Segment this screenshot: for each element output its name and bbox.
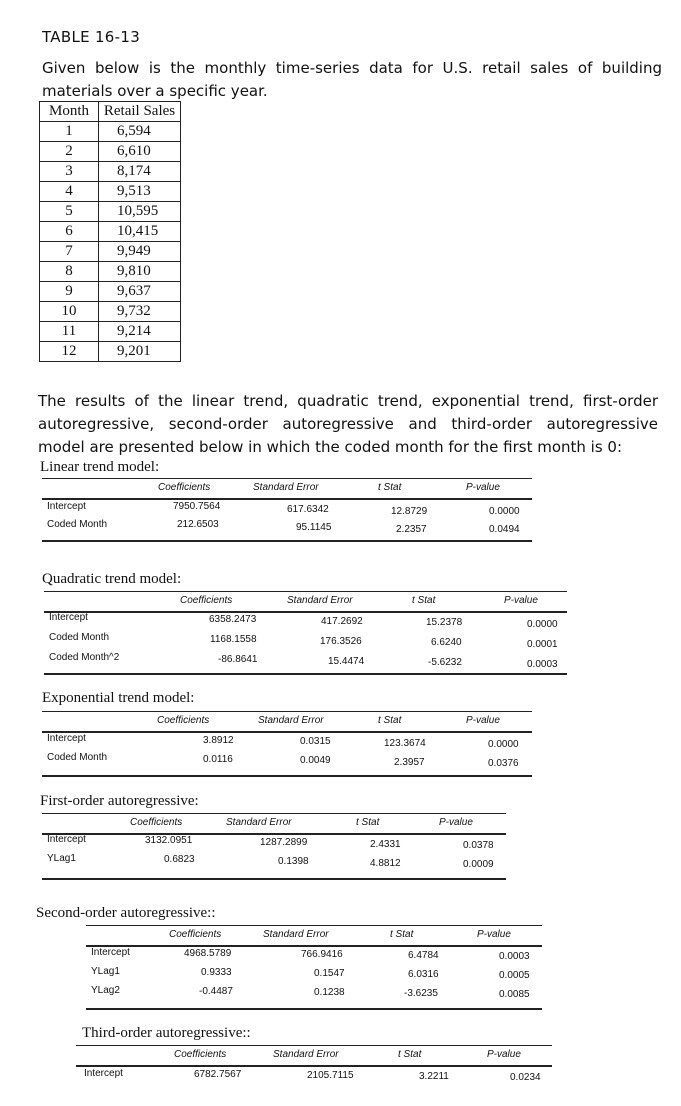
table-row — [40, 122, 181, 142]
exponential-model-table — [42, 711, 532, 779]
sales-cell: 9,513 — [99, 182, 181, 202]
coefficient-value: 4968.5789 — [184, 948, 232, 959]
std-error-value: 0.1547 — [314, 968, 345, 979]
p-value-value: 0.0003 — [527, 659, 558, 670]
month-cell: 3 — [40, 162, 99, 182]
row-label: Intercept — [47, 733, 86, 744]
coefficient-value: 0.6823 — [164, 854, 195, 865]
coefficient-value: 3.8912 — [203, 735, 234, 746]
standard-error-header: Standard Error — [226, 817, 292, 828]
coefficient-value: 7950.7564 — [173, 501, 221, 512]
t-stat-header: t Stat — [412, 595, 436, 606]
coefficient-value: 6358.2473 — [209, 614, 257, 625]
table-bottom-rule — [42, 878, 506, 880]
table-bottom-rule — [44, 673, 567, 675]
sales-cell: 9,732 — [99, 302, 181, 322]
std-error-value: 0.1398 — [278, 856, 309, 867]
p-value-header: P-value — [466, 482, 500, 493]
std-error-value: 417.2692 — [321, 616, 363, 627]
month-header: Month — [40, 102, 99, 122]
row-label: Coded Month — [49, 632, 110, 643]
sales-cell: 9,949 — [99, 242, 181, 262]
month-cell: 9 — [40, 282, 99, 302]
sales-cell: 8,174 — [99, 162, 181, 182]
linear-model-label: Linear trend model: — [40, 459, 160, 475]
std-error-value: 617.6342 — [287, 504, 329, 515]
p-value-value: 0.0003 — [499, 951, 530, 962]
sales-cell: 6,594 — [99, 122, 181, 142]
second-order-table — [86, 925, 542, 1011]
month-cell: 2 — [40, 142, 99, 162]
standard-error-header: Standard Error — [258, 715, 324, 726]
table-bottom-rule — [42, 540, 532, 542]
std-error-value: 0.0049 — [300, 755, 331, 766]
second-order-label: Second-order autoregressive:: — [36, 905, 216, 921]
coefficient-value: 212.6503 — [177, 519, 219, 530]
month-cell: 1 — [40, 122, 99, 142]
month-cell: 7 — [40, 242, 99, 262]
month-cell: 6 — [40, 222, 99, 242]
third-order-label: Third-order autoregressive:: — [82, 1025, 251, 1041]
row-label: YLag2 — [91, 985, 120, 996]
coefficient-value: 3132.0951 — [145, 835, 193, 846]
coefficients-header: Coefficients — [157, 715, 210, 726]
row-label: Intercept — [84, 1068, 123, 1079]
header-row — [44, 591, 567, 613]
header-row — [42, 813, 506, 835]
t-stat-value: 2.4331 — [370, 839, 401, 850]
p-value-value: 0.0009 — [463, 859, 494, 870]
t-stat-value: 12.8729 — [391, 506, 428, 517]
t-stat-header: t Stat — [390, 929, 414, 940]
p-value-value: 0.0005 — [499, 970, 530, 981]
t-stat-header: t Stat — [378, 715, 402, 726]
table-row — [40, 342, 181, 362]
sales-cell: 9,810 — [99, 262, 181, 282]
row-label: YLag1 — [47, 853, 76, 864]
header-row — [86, 925, 542, 947]
table-row — [40, 222, 181, 242]
t-stat-value: -3.6235 — [404, 988, 438, 999]
coefficient-value: -86.8641 — [218, 654, 258, 665]
t-stat-value: 6.6240 — [431, 637, 462, 648]
linear-model-table — [42, 478, 532, 544]
coefficients-header: Coefficients — [180, 595, 233, 606]
std-error-value: 1287.2899 — [260, 837, 308, 848]
retail-sales-table — [39, 101, 181, 362]
p-value-header: P-value — [466, 715, 500, 726]
p-value-value: 0.0001 — [527, 639, 558, 650]
coefficient-value: 1168.1558 — [210, 634, 257, 645]
coefficient-value: 0.0116 — [203, 754, 233, 765]
exponential-model-label: Exponential trend model: — [42, 690, 195, 706]
header-row — [76, 1045, 552, 1067]
t-stat-value: 3.2211 — [419, 1071, 449, 1082]
p-value-value: 0.0000 — [489, 506, 520, 517]
header-row — [42, 711, 532, 733]
row-label: Intercept — [47, 501, 86, 512]
std-error-value: 95.1145 — [296, 522, 332, 533]
coefficient-value: 6782.7567 — [194, 1069, 242, 1080]
coefficient-value: 0.9333 — [201, 967, 232, 978]
p-value-value: 0.0378 — [463, 840, 494, 851]
p-value-header: P-value — [487, 1049, 521, 1060]
std-error-value: 766.9416 — [301, 949, 343, 960]
coefficients-header: Coefficients — [130, 817, 183, 828]
sales-cell: 6,610 — [99, 142, 181, 162]
row-label: Intercept — [49, 612, 88, 623]
sales-cell: 10,595 — [99, 202, 181, 222]
first-order-table — [42, 813, 506, 881]
table-row — [40, 142, 181, 162]
std-error-value: 2105.7115 — [307, 1070, 354, 1081]
sales-cell: 9,201 — [99, 342, 181, 362]
coefficients-header: Coefficients — [158, 482, 211, 493]
t-stat-value: 2.2357 — [396, 524, 427, 535]
month-cell: 4 — [40, 182, 99, 202]
p-value-value: 0.0234 — [510, 1072, 541, 1083]
coefficients-header: Coefficients — [169, 929, 222, 940]
table-row — [40, 202, 181, 222]
p-value-header: P-value — [439, 817, 473, 828]
table-row — [40, 282, 181, 302]
first-order-label: First-order autoregressive: — [40, 793, 199, 809]
t-stat-value: -5.6232 — [428, 657, 462, 668]
t-stat-value: 6.0316 — [408, 969, 439, 980]
table-bottom-rule — [42, 775, 532, 777]
standard-error-header: Standard Error — [287, 595, 353, 606]
p-value-value: 0.0494 — [489, 524, 520, 535]
t-stat-header: t Stat — [398, 1049, 422, 1060]
table-bottom-rule — [86, 1008, 542, 1010]
quadratic-model-table — [44, 591, 567, 677]
month-cell: 11 — [40, 322, 99, 342]
table-row — [40, 302, 181, 322]
sales-cell: 9,637 — [99, 282, 181, 302]
row-label: Intercept — [47, 834, 86, 845]
table-row — [40, 182, 181, 202]
header-row — [42, 478, 532, 500]
std-error-value: 176.3526 — [320, 636, 362, 647]
table-row — [40, 242, 181, 262]
sales-cell: 9,214 — [99, 322, 181, 342]
std-error-value: 15.4474 — [328, 656, 365, 667]
month-cell: 8 — [40, 262, 99, 282]
month-cell: 12 — [40, 342, 99, 362]
t-stat-header: t Stat — [378, 482, 402, 493]
retail-sales-header: Retail Sales — [99, 102, 181, 122]
table-row — [40, 322, 181, 342]
p-value-value: 0.0000 — [527, 619, 558, 630]
t-stat-value: 2.3957 — [394, 757, 425, 768]
coefficient-value: -0.4487 — [199, 986, 233, 997]
sales-cell: 10,415 — [99, 222, 181, 242]
p-value-value: 0.0376 — [488, 758, 519, 769]
std-error-value: 0.0315 — [300, 736, 331, 747]
t-stat-value: 123.3674 — [384, 738, 426, 749]
row-label: Coded Month — [47, 752, 108, 763]
results-paragraph: The results of the linear trend, quadratic trend, exponential trend, first-order autoregressive, second-order autoregressive and third-order autoregressive model are presented below in which the coded month for the first month is 0: — [38, 392, 658, 456]
coefficients-header: Coefficients — [174, 1049, 227, 1060]
row-label: Coded Month^2 — [49, 652, 120, 663]
t-stat-value: 15.2378 — [426, 617, 463, 628]
p-value-value: 0.0085 — [499, 989, 530, 1000]
p-value-header: P-value — [477, 929, 511, 940]
table-title: TABLE 16-13 — [42, 28, 141, 46]
standard-error-header: Standard Error — [253, 482, 319, 493]
table-row — [40, 162, 181, 182]
month-cell: 10 — [40, 302, 99, 322]
t-stat-header: t Stat — [356, 817, 380, 828]
p-value-header: P-value — [504, 595, 538, 606]
third-order-table — [76, 1045, 552, 1089]
intro-paragraph: Given below is the monthly time-series data for U.S. retail sales of building materials over a specific year. — [42, 59, 662, 100]
row-label: Coded Month — [47, 519, 108, 530]
month-cell: 5 — [40, 202, 99, 222]
t-stat-value: 6.4784 — [408, 950, 439, 961]
std-error-value: 0.1238 — [314, 987, 345, 998]
p-value-value: 0.0000 — [488, 739, 519, 750]
standard-error-header: Standard Error — [263, 929, 329, 940]
t-stat-value: 4.8812 — [370, 858, 401, 869]
table-row — [40, 262, 181, 282]
standard-error-header: Standard Error — [273, 1049, 339, 1060]
quadratic-model-label: Quadratic trend model: — [42, 571, 182, 587]
row-label: YLag1 — [91, 966, 120, 977]
row-label: Intercept — [91, 947, 130, 958]
